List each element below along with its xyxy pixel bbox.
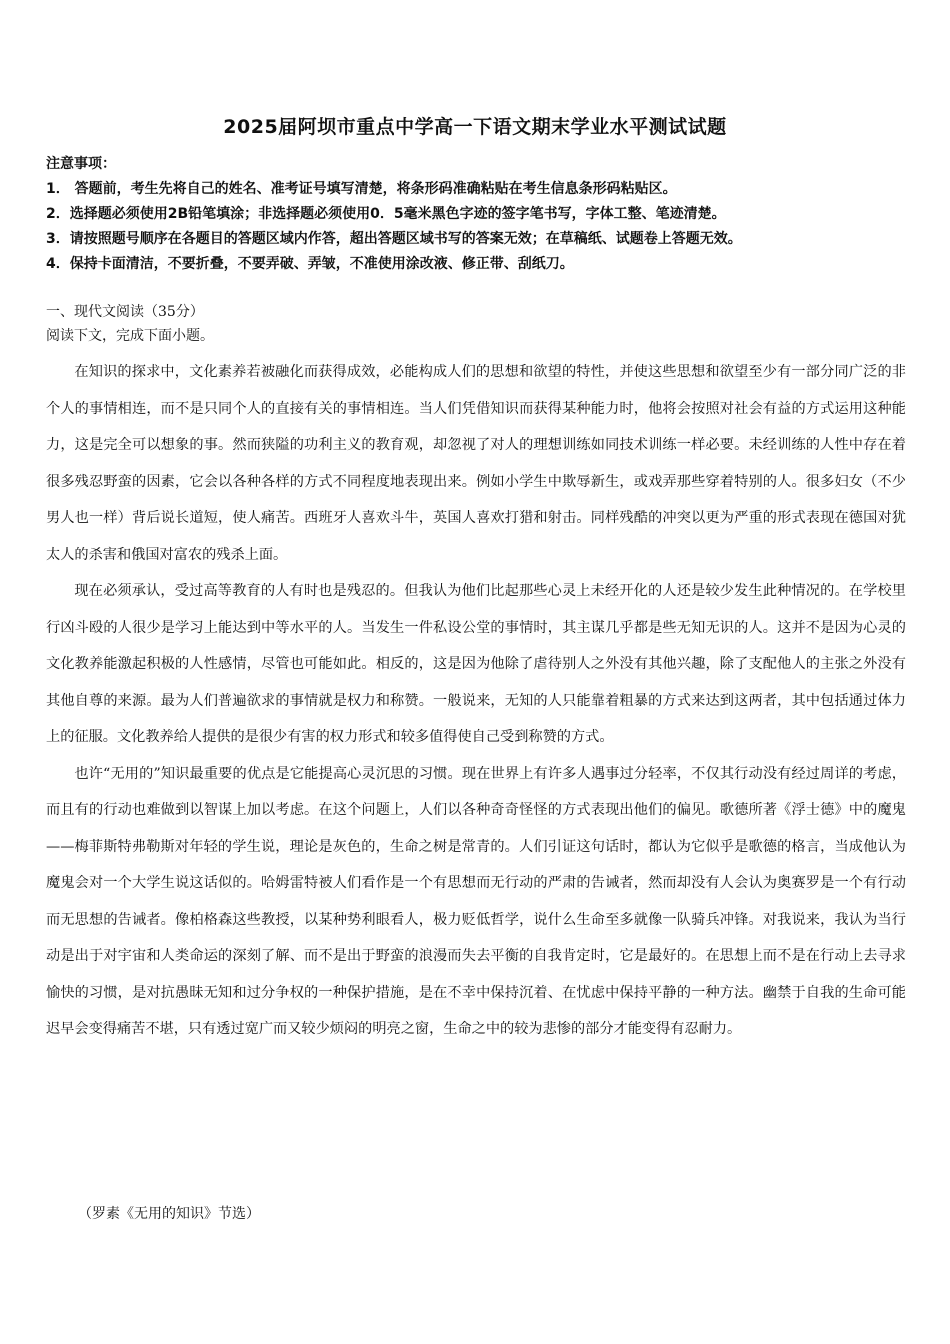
passage-paragraph-2: 现在必须承认，受过高等教育的人有时也是残忍的。但我认为他们比起那些心灵上未经开化的人还是较少发生此种情况的。在学校里行凶斗殴的人很少是学习上能达到中等水平的人。当发生一件私设公堂的事情时，其主谋几乎都是些无知无识的人。这并不是因为心灵的文化教养能激起积极的人性感情，尽管也可能如此。相反的，这是因为他除了虐待别人之外没有其他兴趣，除了支配他人的主张之外没有其他自尊的来源。最为人们普遍欲求的事情就是权力和称赞。一般说来，无知的人只能靠着粗暴的方式来达到这两者，其中包括通过体力上的征服。文化教养给人提供的是很少有害的权力形式和较多值得使自己受到称赞的方式。 [46, 583, 906, 745]
notes-item-3: 3．请按照题号顺序在各题目的答题区域内作答，超出答题区域书写的答案无效；在草稿纸、试题卷上答题无效。 [46, 231, 742, 247]
passage-source: （罗素《无用的知识》节选） [78, 1206, 260, 1222]
notes-block [46, 152, 906, 277]
passage-paragraph-3: 也许“无用的”知识最重要的优点是它能提高心灵沉思的习惯。现在世界上有许多人遇事过分轻率，不仅其行动没有经过周详的考虑，而且有的行动也难做到以智谋上加以考虑。在这个问题上，人们以各种奇奇怪怪的方式表现出他们的偏见。歌德所著《浮士德》中的魔鬼——梅菲斯特弗勒斯对年轻的学生说，理论是灰色的，生命之树是常青的。人们引证这句话时，都认为它似乎是歌德的格言，当成他认为魔鬼会对一个大学生说这话似的。哈姆雷特被人们看作是一个有思想而无行动的严肃的告诫者，然而却没有人会认为奥赛罗是一个有行动而无思想的告诫者。像柏格森这些教授，以某种势利眼看人，极力贬低哲学，说什么生命至多就像一队骑兵冲锋。对我说来，我认为当行动是出于对宇宙和人类命运的深刻了解、而不是出于野蛮的浪漫而失去平衡的自我肯定时，它是最好的。在思想上而不是在行动上去寻求愉快的习惯，是对抗愚昧无知和过分争权的一种保护措施，是在不幸中保持沉着、在忧虑中保持平静的一种方法。幽禁于自我的生命可能迟早会变得痛苦不堪，只有透过宽广而又较少烦闷的明亮之窗，生命之中的较为悲惨的部分才能变得有忍耐力。 [46, 765, 906, 1037]
notes-item-2: 2．选择题必须使用2B铅笔填涂；非选择题必须使用0．5毫米黑色字迹的签字笔书写，字体工整、笔迹清楚。 [46, 206, 726, 222]
reading-passage [46, 354, 906, 1048]
page-title: 2025届阿坝市重点中学高一下语文期末学业水平测试试题 [223, 116, 727, 138]
passage-paragraph-1: 在知识的探求中，文化素养若被融化而获得成效，必能构成人们的思想和欲望的特性，并使这些思想和欲望至少有一部分同广泛的非个人的事情相连，而不是只同个人的直接有关的事情相连。当人们凭借知识而获得某种能力时，他将会按照对社会有益的方式运用这种能力，这是完全可以想象的事。然而狭隘的功利主义的教育观，却忽视了对人的理想训练如同技术训练一样必要。未经训练的人性中存在着很多残忍野蛮的因素，它会以各种各样的方式不同程度地表现出来。例如小学生中欺辱新生，或戏弄那些穿着特别的人。很多妇女（不少男人也一样）背后说长道短，使人痛苦。西班牙人喜欢斗牛，英国人喜欢打猎和射击。同样残酷的冲突以更为严重的形式表现在德国对犹太人的杀害和俄国对富农的残杀上面。 [46, 364, 906, 563]
section-heading: 一、现代文阅读（35分） [46, 304, 204, 320]
section-header [46, 300, 906, 348]
notes-heading: 注意事项： [46, 156, 116, 172]
notes-item-4: 4．保持卡面清洁，不要折叠，不要弄破、弄皱，不准使用涂改液、修正带、刮纸刀。 [46, 256, 574, 272]
section-instruction: 阅读下文，完成下面小题。 [46, 328, 214, 344]
notes-item-1: 1． 答题前，考生先将自己的姓名、准考证号填写清楚，将条形码准确粘贴在考生信息条形码粘贴区。 [46, 181, 677, 197]
